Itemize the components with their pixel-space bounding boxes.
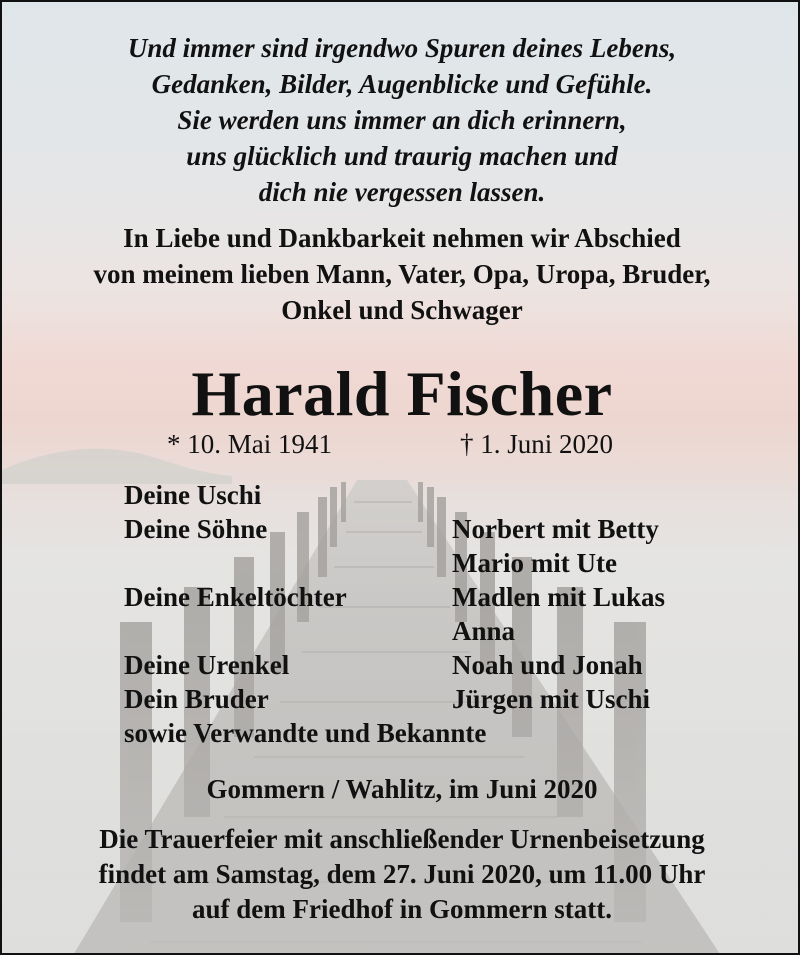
poem-line: dich nie vergessen lassen. <box>258 177 546 207</box>
mourner-relation: Deine Urenkel <box>124 650 290 680</box>
mourner-name: Madlen mit Lukas <box>452 582 666 612</box>
intro-line: von meinem lieben Mann, Vater, Opa, Uropa, Bruder, <box>93 259 711 289</box>
mourner-relation: Deine Enkeltöchter <box>124 582 347 612</box>
mourner-name: Jürgen mit Uschi <box>452 684 650 714</box>
poem-line: Sie werden uns immer an dich erinnern, <box>177 105 627 135</box>
ceremony-line: findet am Samstag, dem 27. Juni 2020, um 11.00 Uhr <box>98 859 706 889</box>
ceremony-line: auf dem Friedhof in Gommern statt. <box>192 894 612 924</box>
mourner-name: Mario mit Ute <box>452 548 617 578</box>
mourner-name: Norbert mit Betty <box>452 514 659 544</box>
mourner-relation: Dein Bruder <box>124 684 269 714</box>
mourner-name: Noah und Jonah <box>452 650 643 680</box>
mourner-relation: sowie Verwandte und Bekannte <box>124 718 487 748</box>
mourner-name: Anna <box>452 616 516 646</box>
poem-line: uns glücklich und traurig machen und <box>186 141 618 171</box>
mourner-relation: Deine Uschi <box>124 480 262 510</box>
mourner-relation: Deine Söhne <box>124 514 268 544</box>
poem-line: Gedanken, Bilder, Augenblicke und Gefühle. <box>151 69 653 99</box>
intro-line: Onkel und Schwager <box>281 295 523 325</box>
death-date: † 1. Juni 2020 <box>460 429 614 459</box>
deceased-name: Harald Fischer <box>191 358 613 429</box>
poem-line: Und immer sind irgendwo Spuren deines Lebens, <box>127 33 677 63</box>
memorial-poem <box>2 30 800 210</box>
place-date: Gommern / Wahlitz, im Juni 2020 <box>206 774 598 804</box>
intro-line: In Liebe und Dankbarkeit nehmen wir Abschied <box>123 223 681 253</box>
farewell-intro <box>2 220 800 328</box>
ceremony-info <box>2 822 800 927</box>
birth-date: * 10. Mai 1941 <box>167 429 332 459</box>
ceremony-line: Die Trauerfeier mit anschließender Urnenbeisetzung <box>99 824 705 854</box>
notice-content <box>2 2 800 955</box>
